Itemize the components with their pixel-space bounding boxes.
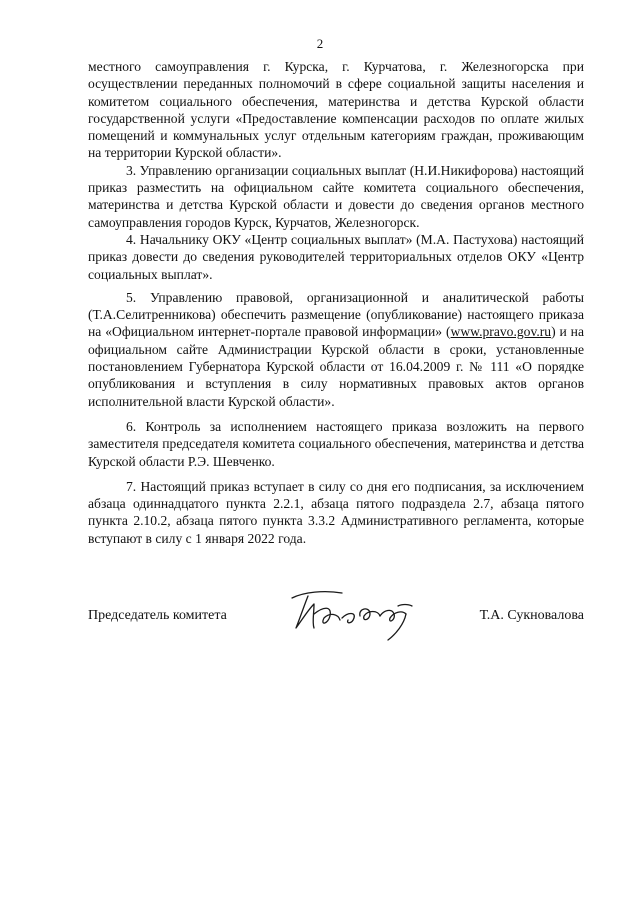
page-number: 2 xyxy=(316,36,324,51)
paragraph-4: 4. Начальнику ОКУ «Центр социальных выплат» (М.А. Пастухова) настоящий приказ довести до сведения руководителей территориальных отделов ОКУ «Центр социальных выплат». xyxy=(88,231,584,282)
pravo-gov-link[interactable]: www.pravo.gov.ru xyxy=(450,324,552,340)
paragraph-3: 3. Управлению организации социальных выплат (Н.И.Никифорова) настоящий приказ разместить на официальном сайте комитета социального обеспечения, материнства и детства Курской области и довести до сведения органов местного самоуправления городов Курск, Курчатов, Железногорск. xyxy=(88,162,584,230)
document-body xyxy=(88,58,584,547)
signatory-title: Председатель комитета xyxy=(88,608,227,623)
paragraph-5 xyxy=(88,289,584,410)
signature-block xyxy=(88,584,584,644)
paragraph-continuation: местного самоуправления г. Курска, г. Курчатова, г. Железногорска при осуществлении переданных полномочий в сфере социальной защиты населения и комитетом социального обеспечения, материнства и детства Курской области государственной услуги «Предоставление компенсации расходов по оплате жилых помещений и коммунальных услуг отдельным категориям граждан, проживающим на территории Курской области». xyxy=(88,59,584,161)
paragraph-7: 7. Настоящий приказ вступает в силу со дня его подписания, за исключением абзаца одиннадцатого пункта 2.2.1, абзаца пятого подраздела 2.7, абзаца пятого пункта 2.10.2, абзаца пятого пункта 3.3.2 Административного регламента, которые вступают в силу с 1 января 2022 года. xyxy=(88,478,584,546)
signatory-name: Т.А. Сукновалова xyxy=(479,608,584,623)
paragraph-5-text-end: ) и на официальном сайте Администрации Курской области в сроки, установленные постановлением Губернатора Курской области от 16.04.2009 г. № 111 «О порядке опубликования и вступления в силу нормативных правовых актов органов исполнительной власти Курской области». xyxy=(88,324,584,409)
handwritten-signature xyxy=(284,584,434,644)
paragraph-6: 6. Контроль за исполнением настоящего приказа возложить на первого заместителя председателя комитета социального обеспечения, материнства и детства Курской области Р.Э. Шевченко. xyxy=(88,418,584,469)
paragraph-5-text-start: 5. Управлению правовой, организационной и аналитической работы (Т.А.Селитренникова) обеспечить размещение (опубликование) настоящего приказа на «Официальном интернет-портале правовой информации» ( xyxy=(88,289,584,340)
